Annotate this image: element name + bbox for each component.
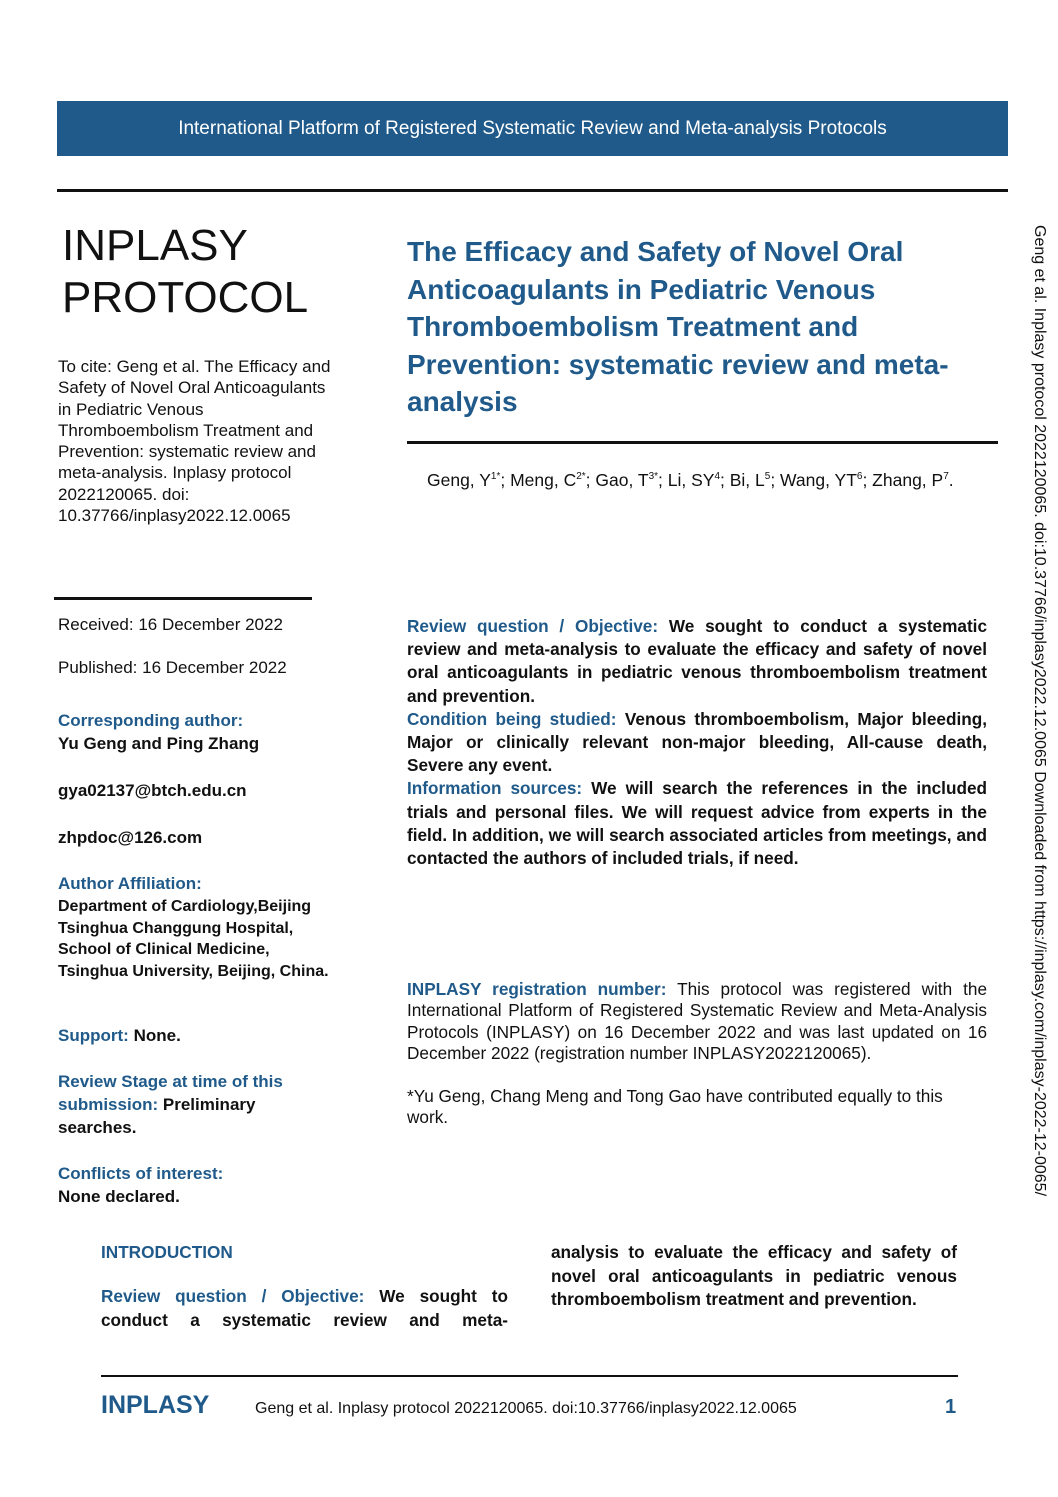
footer-citation: Geng et al. Inplasy protocol 2022120065. doi:10.37766/inplasy2022.12.0065 bbox=[255, 1400, 797, 1417]
author-1: Geng, Y bbox=[427, 469, 491, 490]
author-5: ; Bi, L bbox=[720, 469, 765, 490]
intro-heading: INTRODUCTION bbox=[101, 1242, 233, 1262]
footer-rule bbox=[101, 1375, 958, 1377]
published-date: Published: 16 December 2022 bbox=[58, 658, 287, 677]
abstract-question-text: We sought to conduct a systematic review and meta-analysis to evaluate the efficacy and safety of novel oral anticoagulants in pediatric venous thromboembolism treatment and prevention. bbox=[407, 616, 988, 706]
registration-block bbox=[407, 979, 987, 1128]
author-6: ; Wang, YT bbox=[770, 469, 857, 490]
download-margin-note: Geng et al. Inplasy protocol 2022120065. doi:10.37766/inplasy2022.12.0065 Downloaded from https://inplasy.com/inplasy-2022-12-0065/ bbox=[1031, 225, 1048, 1197]
author-4: ; Li, SY bbox=[658, 469, 715, 490]
conflicts-of-interest bbox=[58, 1162, 223, 1208]
author-2-affil: 2* bbox=[576, 471, 586, 482]
registration-text: This protocol was registered with the International Platform of Registered Systematic Review and Meta-Analysis Protocols (INPLASY) on 16 December 2022 and was last updated on 16 December 2022 (registration number INPLASY2022120065). bbox=[407, 979, 988, 1064]
abstract-question-label: Review question / Objective: bbox=[407, 616, 659, 636]
author-1-affil: 1* bbox=[490, 471, 501, 482]
brand-line-2: PROTOCOL bbox=[62, 273, 309, 322]
abstract-condition-text: Venous thromboembolism, Major bleeding, Major or clinically relevant non-major bleeding, All-cause death, Severe any event. bbox=[407, 708, 987, 776]
banner-text: International Platform of Registered Systematic Review and Meta-analysis Protocols bbox=[178, 117, 887, 139]
support-value: None. bbox=[133, 1026, 181, 1045]
support bbox=[58, 1024, 181, 1047]
received-date: Received: 16 December 2022 bbox=[58, 615, 283, 634]
conflicts-value: None declared. bbox=[58, 1187, 180, 1206]
author-list-end: . bbox=[948, 469, 954, 490]
abstract-condition-label: Condition being studied: bbox=[407, 708, 617, 729]
review-stage-label: Review Stage at time of this submission: bbox=[58, 1072, 283, 1114]
page-number: 1 bbox=[945, 1396, 957, 1418]
author-list bbox=[427, 466, 972, 491]
intro-right-column: analysis to evaluate the efficacy and safety of novel oral anticoagulants in pediatric venous thromboembolism treatment and prevention. bbox=[551, 1242, 957, 1309]
review-stage-value: Preliminary searches. bbox=[58, 1095, 256, 1137]
conflicts-label: Conflicts of interest: bbox=[58, 1164, 224, 1183]
registration-label: INPLASY registration number: bbox=[407, 979, 667, 999]
author-3-affil: 3* bbox=[648, 471, 659, 482]
brand-heading bbox=[62, 220, 308, 324]
intro-left-column bbox=[101, 1285, 508, 1332]
abstract-sources-text: We will search the references in the included trials and personal files. We will request advice from experts in the field. In addition, we will search associated articles from meetings, and contacted the authors of included trials, if need. bbox=[407, 778, 988, 869]
author-5-affil: 5 bbox=[764, 471, 771, 482]
corresponding-email-2[interactable]: zhpdoc@126.com bbox=[58, 828, 203, 847]
intro-question-label: Review question / Objective: bbox=[101, 1286, 365, 1306]
abstract-sources-label: Information sources: bbox=[407, 778, 583, 799]
equal-contribution-note: *Yu Geng, Chang Meng and Tong Gao have contributed equally to this work. bbox=[407, 1085, 943, 1128]
intro-question-text-left: We sought to conduct a systematic review and meta- bbox=[101, 1286, 509, 1330]
footer-brand: INPLASY bbox=[101, 1391, 210, 1419]
author-4-affil: 4 bbox=[714, 471, 721, 482]
author-3: ; Gao, T bbox=[585, 469, 649, 490]
corresponding-email-1[interactable]: gya02137@btch.edu.cn bbox=[58, 781, 247, 800]
author-7-affil: 7 bbox=[943, 471, 949, 482]
abstract-sources bbox=[407, 777, 987, 870]
corresponding-label: Corresponding author: bbox=[58, 711, 244, 730]
registration-paragraph bbox=[407, 979, 987, 1065]
author-6-affil: 6 bbox=[856, 471, 863, 482]
brand-line-1: INPLASY bbox=[62, 221, 248, 270]
author-2: ; Meng, C bbox=[500, 469, 577, 490]
paper-title: The Efficacy and Safety of Novel Oral Anticoagulants in Pediatric Venous Thromboembolism Treatment and Prevention: systematic review and meta-analysis bbox=[407, 236, 949, 417]
author-affiliation bbox=[58, 872, 333, 982]
author-7: ; Zhang, P bbox=[862, 469, 944, 490]
title-rule bbox=[407, 441, 998, 444]
top-rule bbox=[57, 189, 1008, 192]
abstract bbox=[407, 615, 987, 870]
abstract-condition bbox=[407, 708, 987, 778]
citation-block: To cite: Geng et al. The Efficacy and Safety of Novel Oral Anticoagulants in Pediatric Venous Thromboembolism Treatment and Prevention: systematic review and meta-analysis. Inplasy protocol 2022120065. doi: 10.37766/inplasy2022.12.0065 bbox=[58, 357, 331, 526]
corresponding-author bbox=[58, 709, 259, 849]
abstract-question bbox=[407, 615, 987, 708]
affiliation-label: Author Affiliation: bbox=[58, 874, 202, 893]
corresponding-names: Yu Geng and Ping Zhang bbox=[58, 734, 260, 753]
left-rule bbox=[54, 597, 312, 600]
support-label: Support: bbox=[58, 1026, 129, 1045]
affiliation-text: Department of Cardiology,Beijing Tsinghua Changgung Hospital, School of Clinical Medicine, Tsinghua University, Beijing, China. bbox=[58, 898, 329, 980]
review-stage bbox=[58, 1070, 333, 1139]
journal-banner bbox=[57, 101, 1008, 156]
